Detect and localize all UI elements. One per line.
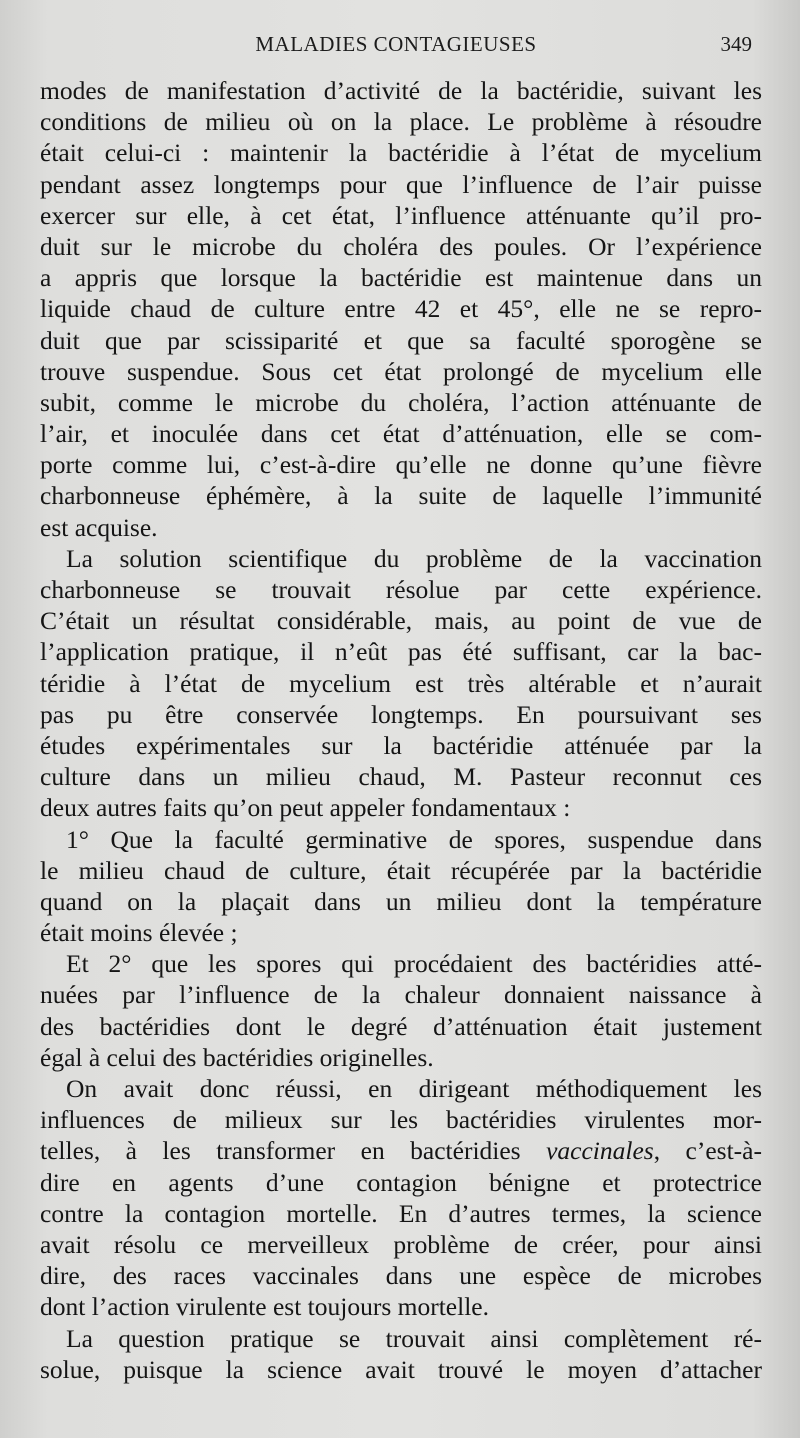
text-line: avait résolu ce merveilleux problème de créer, pour ainsi bbox=[40, 1229, 762, 1259]
page-header bbox=[40, 32, 752, 66]
text-line: le milieu chaud de culture, était récupérée par la bactéridie bbox=[40, 855, 762, 885]
text-line: subit, comme le microbe du choléra, l’action atténuante de bbox=[40, 387, 762, 417]
text-line: modes de manifestation d’activité de la bactéridie, suivant les bbox=[40, 76, 762, 105]
text-line: l’air, et inoculée dans cet état d’atténuation, elle se com- bbox=[40, 419, 762, 449]
text-line: solue, puisque la science avait trouvé le moyen d’attacher bbox=[40, 1354, 762, 1384]
paragraph bbox=[40, 1073, 762, 1323]
page-body bbox=[40, 75, 762, 1385]
text-line: était moins élevée ; bbox=[40, 918, 238, 948]
text-line: conditions de milieu où on la place. Le problème à résoudre bbox=[40, 107, 762, 137]
paragraph bbox=[40, 75, 762, 543]
paragraph bbox=[40, 1323, 762, 1385]
text-line: dire, des races vaccinales dans une espèce de microbes bbox=[40, 1261, 762, 1291]
text-line: duit sur le microbe du choléra des poules. Or l’expérience bbox=[40, 231, 762, 261]
paragraph bbox=[40, 543, 762, 824]
text-line: quand on la plaçait dans un milieu dont la température bbox=[40, 886, 762, 916]
text-line: l’application pratique, il n’eût pas été suffisant, car la bac- bbox=[40, 637, 762, 667]
text-line: influences de milieux sur les bactéridies virulentes mor- bbox=[40, 1105, 762, 1135]
text-fragment: , c’est-à- bbox=[653, 1136, 762, 1166]
paragraph bbox=[40, 948, 762, 1073]
text-line: dont l’action virulente est toujours mortelle. bbox=[40, 1292, 489, 1322]
running-title: MALADIES CONTAGIEUSES bbox=[255, 32, 537, 56]
text-line: La question pratique se trouvait ainsi complètement ré- bbox=[66, 1323, 762, 1353]
text-line: dire en agents d’une contagion bénigne et protectrice bbox=[40, 1167, 762, 1197]
text-line: égal à celui des bactéridies originelles. bbox=[40, 1042, 434, 1072]
paragraph bbox=[40, 824, 762, 949]
text-line: pas pu être conservée longtemps. En poursuivant ses bbox=[40, 699, 762, 729]
text-line: a appris que lorsque la bactéridie est maintenue dans un bbox=[40, 263, 762, 293]
text-line: téridie à l’état de mycelium est très altérable et n’aurait bbox=[40, 668, 762, 698]
text-line: charbonneuse éphémère, à la suite de laquelle l’immunité bbox=[40, 481, 762, 511]
text-line: La solution scientifique du problème de la vaccination bbox=[66, 543, 762, 573]
text-line: culture dans un milieu chaud, M. Pasteur reconnut ces bbox=[40, 762, 762, 792]
page-number: 349 bbox=[720, 32, 752, 56]
text-line: nuées par l’influence de la chaleur donnaient naissance à bbox=[40, 980, 762, 1010]
text-line: était celui-ci : maintenir la bactéridie à l’état de mycelium bbox=[40, 138, 762, 168]
text-line: charbonneuse se trouvait résolue par cette expérience. bbox=[40, 575, 762, 604]
text-line: trouve suspendue. Sous cet état prolongé de mycelium elle bbox=[40, 356, 762, 386]
text-line: études expérimentales sur la bactéridie atténuée par la bbox=[40, 730, 762, 760]
text-line: porte comme lui, c’est-à-dire qu’elle ne donne qu’une fièvre bbox=[40, 450, 762, 480]
italic-word: vaccinales bbox=[546, 1136, 654, 1166]
text-line: pendant assez longtemps pour que l’influence de l’air puisse bbox=[40, 169, 762, 199]
text-fragment: telles, à les transformer en bactéridies bbox=[40, 1136, 547, 1166]
text-line: duit que par scissiparité et que sa faculté sporogène se bbox=[40, 325, 762, 355]
text-line-with-italic bbox=[40, 1135, 762, 1166]
text-line: des bactéridies dont le degré d’atténuation était justement bbox=[40, 1011, 762, 1041]
text-line: exercer sur elle, à cet état, l’influence atténuante qu’il pro- bbox=[40, 200, 762, 230]
text-line: liquide chaud de culture entre 42 et 45°, elle ne se repro- bbox=[40, 294, 762, 324]
text-line: deux autres faits qu’on peut appeler fondamentaux : bbox=[40, 793, 571, 823]
text-line: est acquise. bbox=[40, 512, 158, 542]
text-line: contre la contagion mortelle. En d’autres termes, la science bbox=[40, 1198, 762, 1228]
text-line: Et 2° que les spores qui procédaient des bactéridies atté- bbox=[66, 949, 762, 979]
text-line: C’était un résultat considérable, mais, au point de vue de bbox=[40, 606, 762, 636]
text-line: On avait donc réussi, en dirigeant méthodiquement les bbox=[66, 1074, 762, 1103]
text-line: 1° Que la faculté germinative de spores, suspendue dans bbox=[66, 824, 762, 854]
